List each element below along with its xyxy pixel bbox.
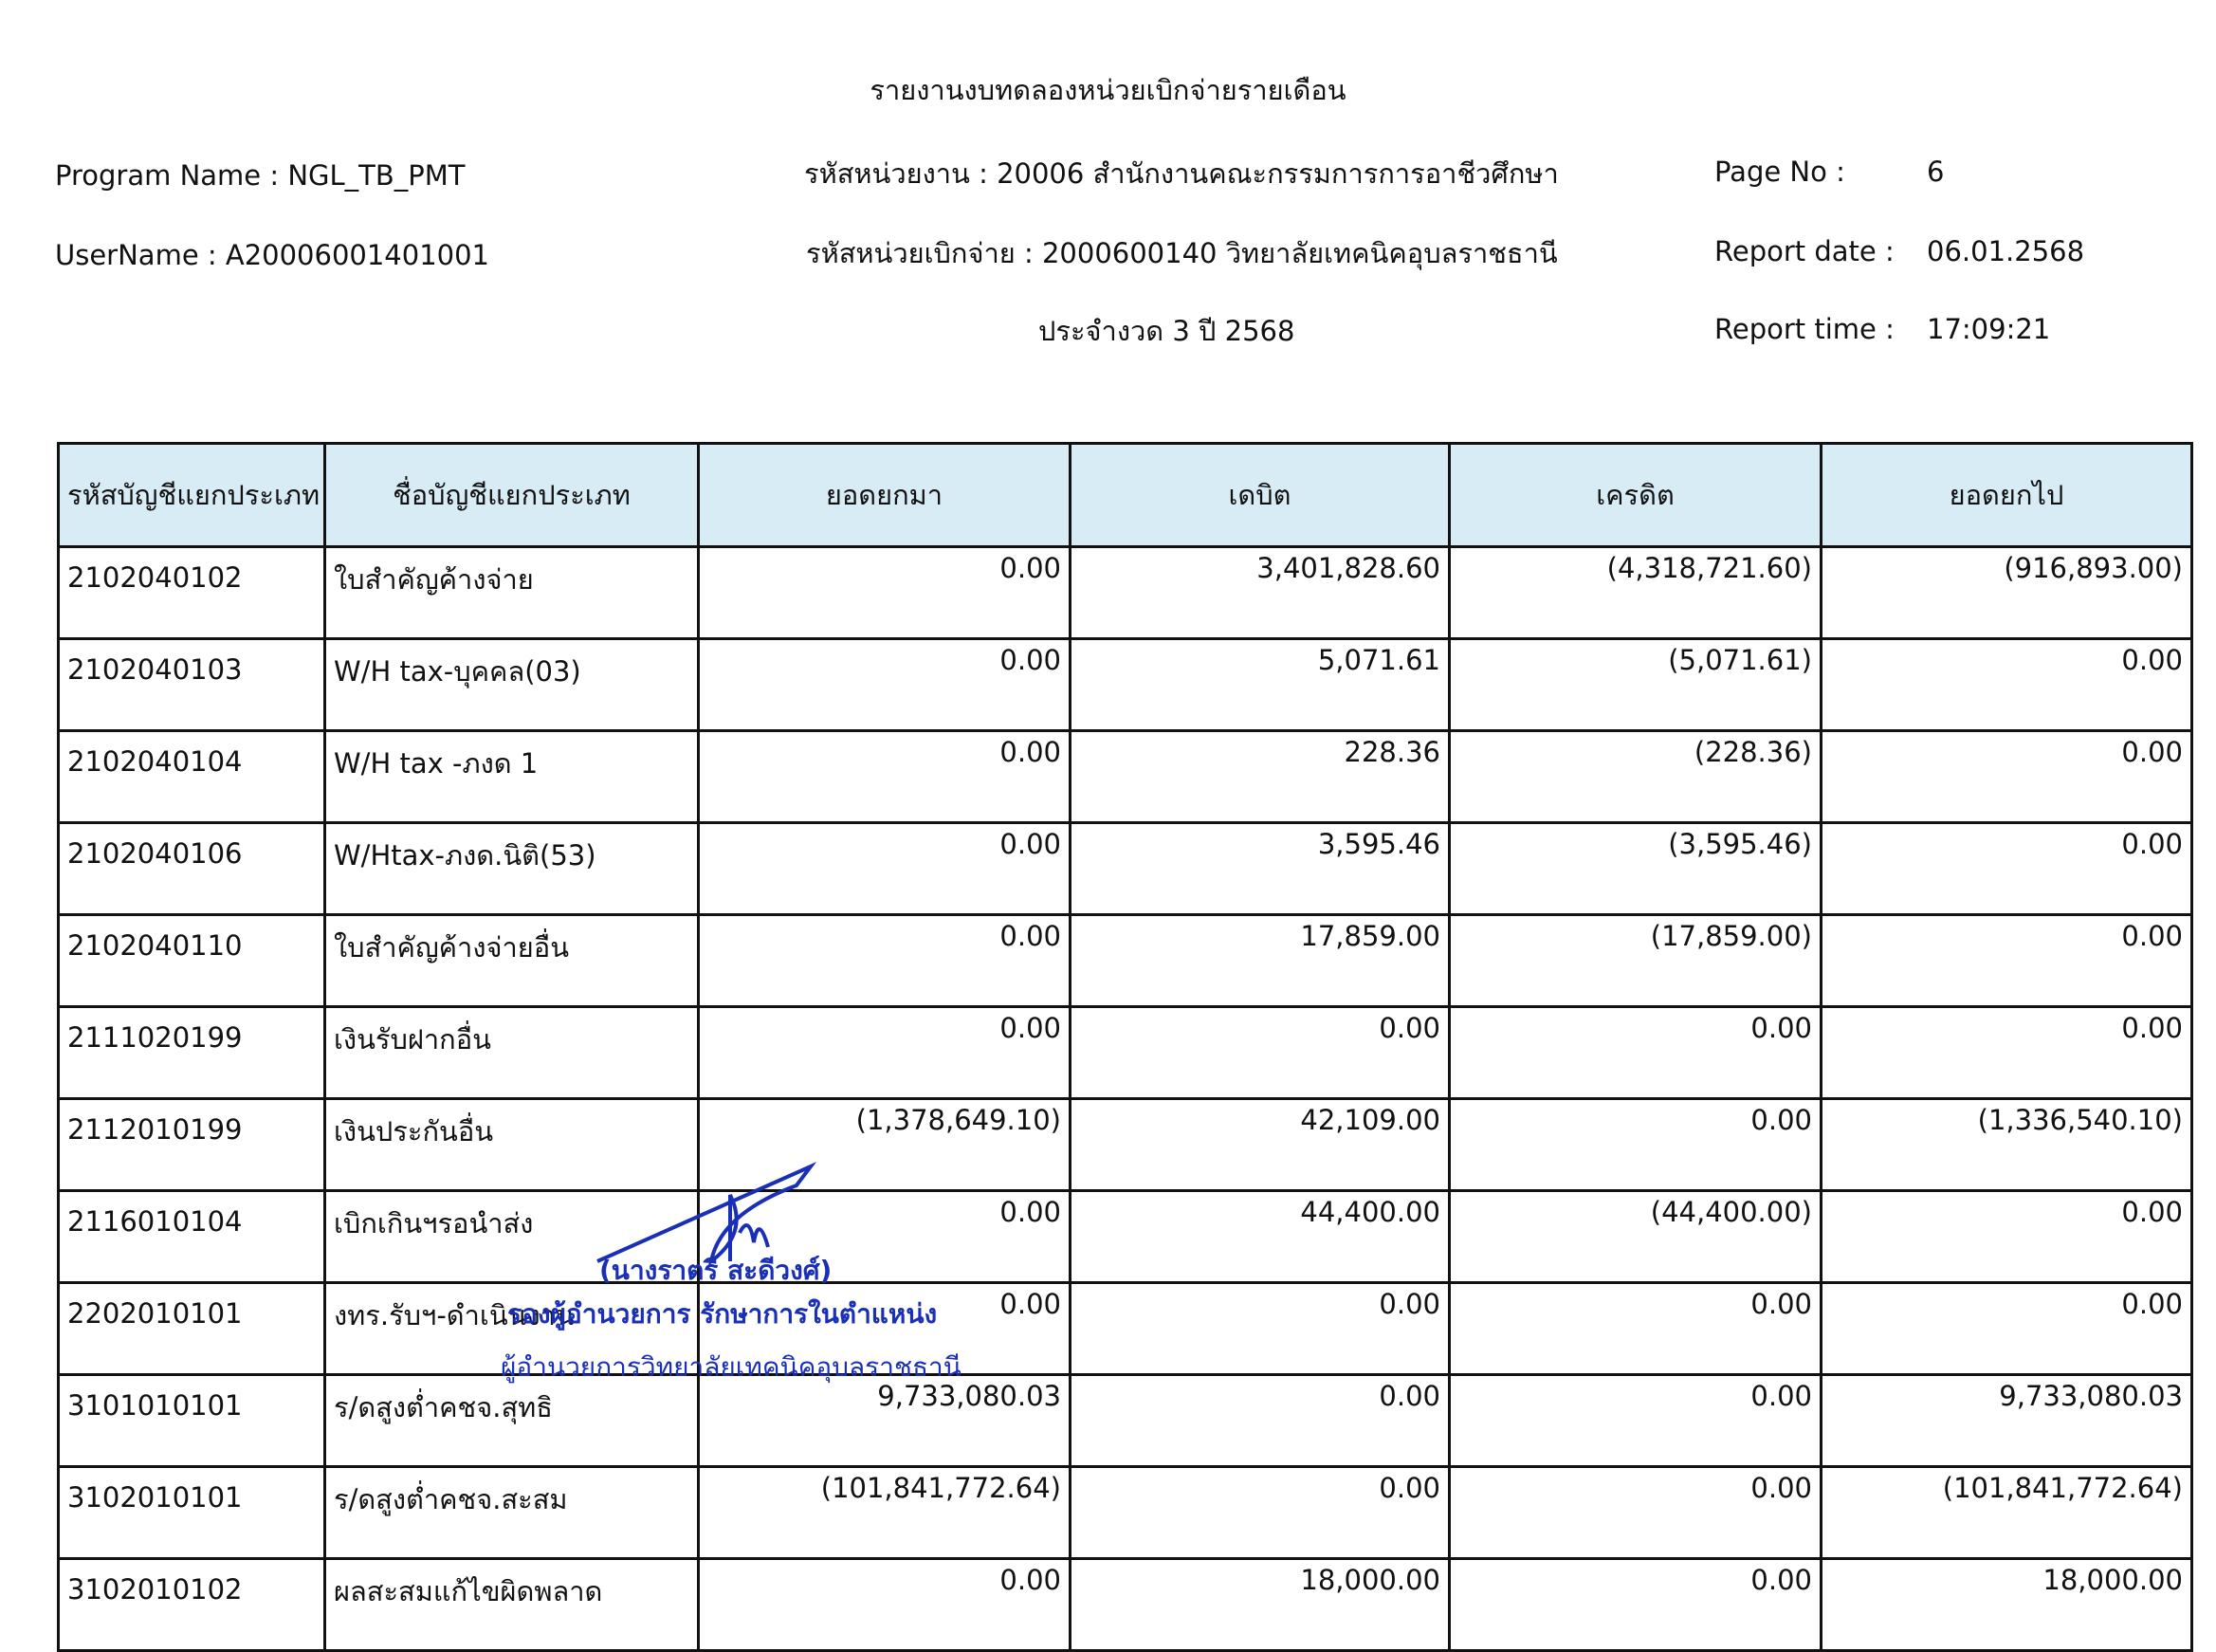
account-name: งทร.รับฯ-ดำเนินงาน [325, 1283, 699, 1375]
carried-forward: (916,893.00) [1822, 547, 2192, 639]
credit: (17,859.00) [1450, 915, 1822, 1007]
report-date: 06.01.2568 [1927, 235, 2085, 267]
agency-line: รหัสหน่วยงาน : 20006 สำนักงานคณะกรรมการการอาชีวศึกษา [804, 157, 1559, 190]
table-row [59, 731, 2192, 823]
debit: 3,595.46 [1071, 823, 1450, 915]
brought-forward: (1,378,649.10) [699, 1099, 1071, 1191]
credit: 0.00 [1450, 1099, 1822, 1191]
brought-forward: 0.00 [699, 1191, 1071, 1283]
trial-balance-table [57, 442, 2193, 1652]
account-code: 2116010104 [59, 1191, 325, 1283]
credit: 0.00 [1450, 1559, 1822, 1651]
debit: 0.00 [1071, 1467, 1450, 1559]
debit: 3,401,828.60 [1071, 547, 1450, 639]
brought-forward: 0.00 [699, 639, 1071, 731]
stamp-position-1: รองผู้อำนวยการ รักษาการในตำแหน่ง [507, 1298, 938, 1330]
account-name: W/H tax -ภงด 1 [325, 731, 699, 823]
program-name: Program Name : NGL_TB_PMT [55, 159, 466, 192]
carried-forward: 0.00 [1822, 639, 2192, 731]
carried-forward: 0.00 [1822, 823, 2192, 915]
report-date-label: Report date : [1714, 235, 1895, 267]
account-code: 2102040106 [59, 823, 325, 915]
brought-forward: 0.00 [699, 1559, 1071, 1651]
carried-forward: 0.00 [1822, 1283, 2192, 1375]
brought-forward: 0.00 [699, 1007, 1071, 1099]
account-name: ร/ดสูงต่ำคชจ.สุทธิ [325, 1375, 699, 1467]
debit: 42,109.00 [1071, 1099, 1450, 1191]
page-no-label: Page No : [1714, 156, 1845, 188]
table-row [59, 823, 2192, 915]
debit: 228.36 [1071, 731, 1450, 823]
account-name: W/Htax-ภงด.นิติ(53) [325, 823, 699, 915]
account-name: ใบสำคัญค้างจ่ายอื่น [325, 915, 699, 1007]
debit: 5,071.61 [1071, 639, 1450, 731]
disbursing-unit-line: รหัสหน่วยเบิกจ่าย : 2000600140 วิทยาลัยเทคนิคอุบลราชธานี [806, 237, 1558, 269]
column-header: ยอดยกไป [1822, 444, 2192, 547]
column-header: ยอดยกมา [699, 444, 1071, 547]
account-name: ร/ดสูงต่ำคชจ.สะสม [325, 1467, 699, 1559]
credit: (5,071.61) [1450, 639, 1822, 731]
account-name: เงินรับฝากอื่น [325, 1007, 699, 1099]
brought-forward: 0.00 [699, 1283, 1071, 1375]
credit: 0.00 [1450, 1375, 1822, 1467]
carried-forward: 0.00 [1822, 1191, 2192, 1283]
account-code: 2111020199 [59, 1007, 325, 1099]
brought-forward: (101,841,772.64) [699, 1467, 1071, 1559]
carried-forward: 0.00 [1822, 1007, 2192, 1099]
report-title: รายงานงบทดลองหน่วยเบิกจ่ายรายเดือน [870, 74, 1346, 106]
page-no: 6 [1927, 156, 1945, 188]
table-row [59, 1191, 2192, 1283]
carried-forward: 0.00 [1822, 915, 2192, 1007]
account-code: 3102010101 [59, 1467, 325, 1559]
carried-forward: 0.00 [1822, 731, 2192, 823]
account-code: 3102010102 [59, 1559, 325, 1651]
brought-forward: 0.00 [699, 823, 1071, 915]
table-row [59, 547, 2192, 639]
account-code: 2102040102 [59, 547, 325, 639]
account-name: ใบสำคัญค้างจ่าย [325, 547, 699, 639]
credit: 0.00 [1450, 1007, 1822, 1099]
debit: 44,400.00 [1071, 1191, 1450, 1283]
account-code: 2202010101 [59, 1283, 325, 1375]
account-name: ผลสะสมแก้ไขผิดพลาด [325, 1559, 699, 1651]
debit: 18,000.00 [1071, 1559, 1450, 1651]
account-code: 2102040110 [59, 915, 325, 1007]
account-name: เงินประกันอื่น [325, 1099, 699, 1191]
account-code: 2102040104 [59, 731, 325, 823]
account-code: 3101010101 [59, 1375, 325, 1467]
stamp-position-2: ผู้อำนวยการวิทยาลัยเทคนิคอุบลราชธานี [501, 1351, 961, 1383]
credit: (228.36) [1450, 731, 1822, 823]
debit: 17,859.00 [1071, 915, 1450, 1007]
carried-forward: (101,841,772.64) [1822, 1467, 2192, 1559]
credit: 0.00 [1450, 1283, 1822, 1375]
account-name: เบิกเกินฯรอนำส่ง [325, 1191, 699, 1283]
column-header: ชื่อบัญชีแยกประเภท [325, 444, 699, 547]
table-row [59, 915, 2192, 1007]
column-header: รหัสบัญชีแยกประเภท [59, 444, 325, 547]
table-row [59, 1283, 2192, 1375]
credit: (3,595.46) [1450, 823, 1822, 915]
brought-forward: 0.00 [699, 915, 1071, 1007]
credit: 0.00 [1450, 1467, 1822, 1559]
debit: 0.00 [1071, 1283, 1450, 1375]
brought-forward: 0.00 [699, 731, 1071, 823]
debit: 0.00 [1071, 1007, 1450, 1099]
column-header: เดบิต [1071, 444, 1450, 547]
brought-forward: 9,733,080.03 [699, 1375, 1071, 1467]
table-row [59, 1467, 2192, 1559]
table-row [59, 1375, 2192, 1467]
account-code: 2102040103 [59, 639, 325, 731]
carried-forward: 9,733,080.03 [1822, 1375, 2192, 1467]
carried-forward: 18,000.00 [1822, 1559, 2192, 1651]
username: UserName : A20006001401001 [55, 239, 490, 271]
account-name: W/H tax-บุคคล(03) [325, 639, 699, 731]
table-row [59, 1007, 2192, 1099]
report-time-label: Report time : [1714, 313, 1895, 345]
table-row [59, 639, 2192, 731]
brought-forward: 0.00 [699, 547, 1071, 639]
table-row [59, 1099, 2192, 1191]
column-header: เครดิต [1450, 444, 1822, 547]
report-time: 17:09:21 [1927, 313, 2051, 345]
debit: 0.00 [1071, 1375, 1450, 1467]
carried-forward: (1,336,540.10) [1822, 1099, 2192, 1191]
table-row [59, 1559, 2192, 1651]
credit: (4,318,721.60) [1450, 547, 1822, 639]
stamp-name: (นางราตรี สะดีวงศ์) [599, 1255, 833, 1286]
period-line: ประจำงวด 3 ปี 2568 [1038, 315, 1295, 347]
credit: (44,400.00) [1450, 1191, 1822, 1283]
account-code: 2112010199 [59, 1099, 325, 1191]
